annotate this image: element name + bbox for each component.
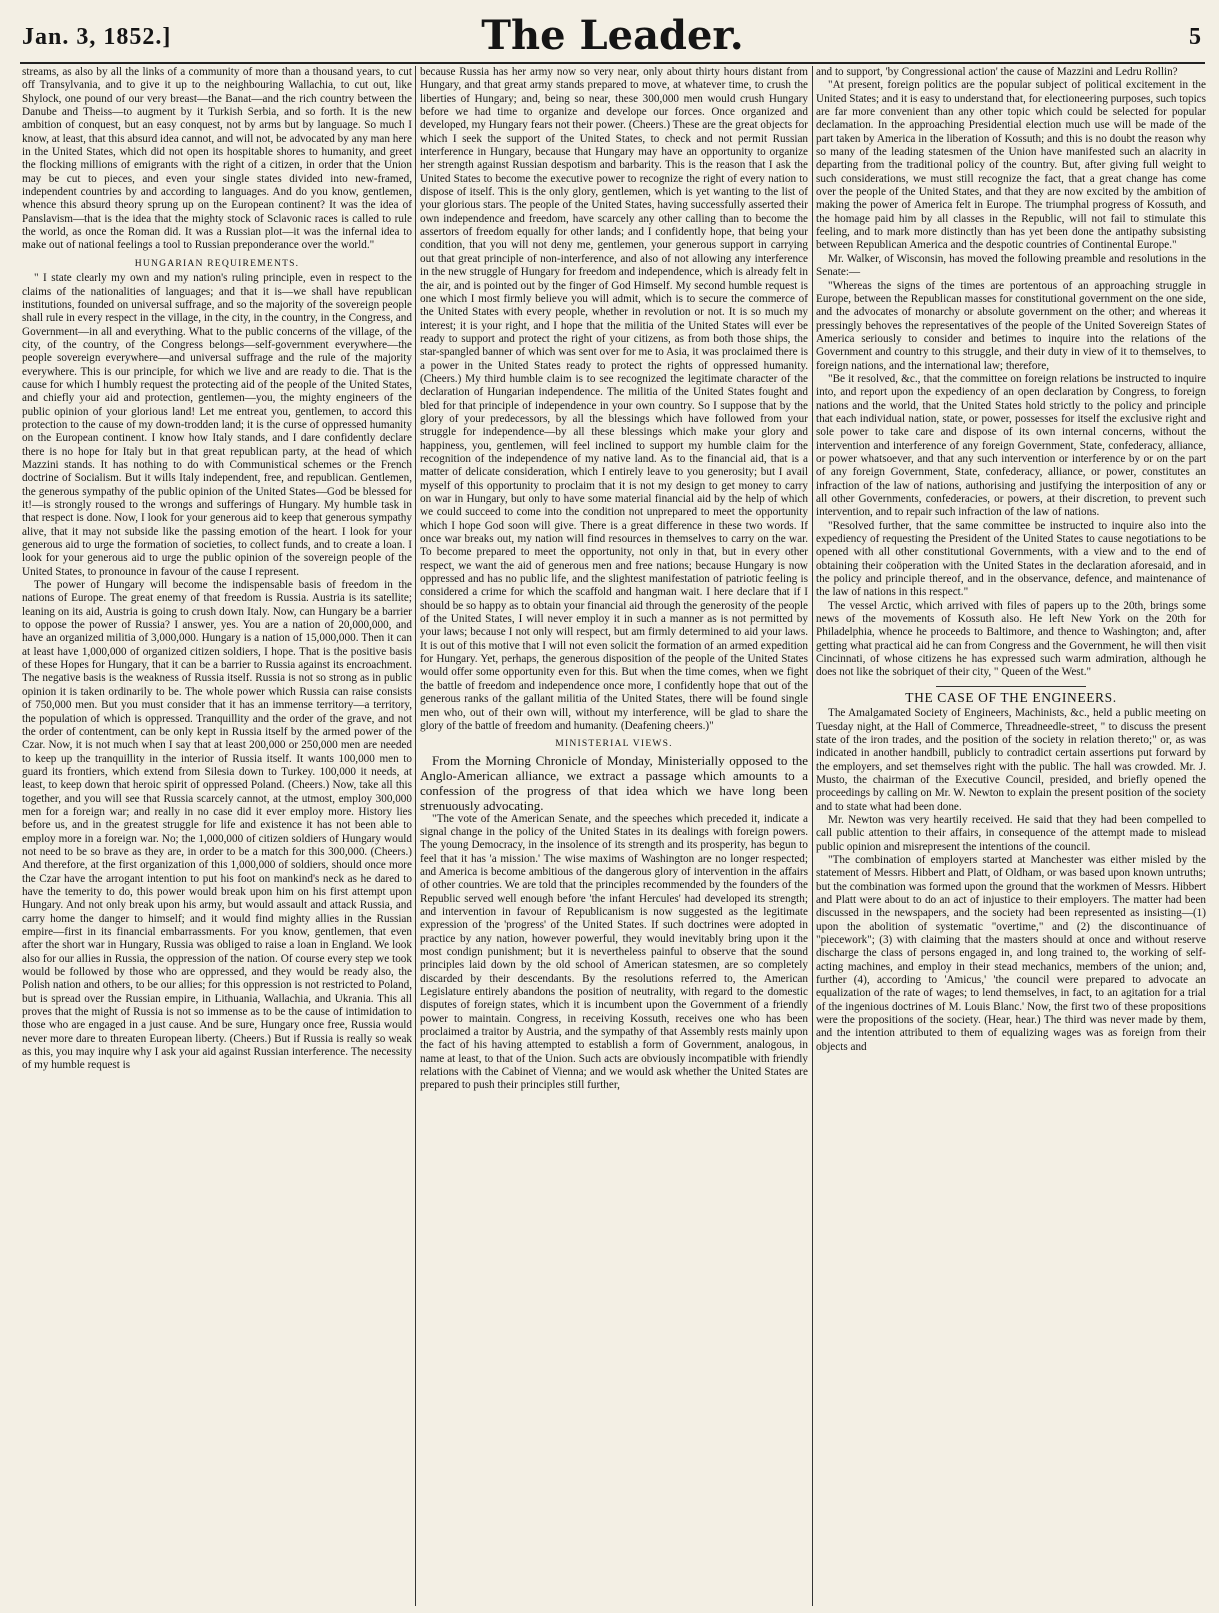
arctic-news-paragraph: The vessel Arctic, which arrived with files of papers up to the 20th, brings some news of the movements of Kossuth also. He left New York on the 20th for Philadelphia, whence he proceeds to Baltimore, and thence to Washington; and, after getting what practical aid he can from Congress and the Government, he will then visit Cincinnati, of whose citizens he has expressed such warm admiration, although he does not like the sobriquet of their city, " Queen of the West." — [816, 599, 1206, 679]
resolved-further: "Resolved further, that the same committee be instructed to inquire also into the expediency of requesting the President of the United States to cause negotiations to be opened with all other constitutional Governments, with a view and to the end of obtaining their coöperation with the United States in the declaration aforesaid, and in the policy and principle thereof, and in the observance, defence, and maintenance of the law of nations in this respect." — [816, 519, 1206, 599]
issue-date: Jan. 3, 1852.] — [22, 24, 172, 50]
masthead — [20, 10, 1205, 64]
american-senate-quote: "The vote of the American Senate, and the speeches which preceded it, indicate a signal change in the policy of the United States in its dealings with foreign powers. The young Democracy, in the insolence of its strength and its prosperity, has begun to feel that it has 'a mission.' The wise maxims of Washington are no longer respected; and America is become ambitious of the dangerous glory of intervention in the affairs of other countries. We are told that the principles recommended by the founders of the Republic served well enough before 'the infant Hercules' had developed its strength; and intervention in favour of Republicanism is now suggested as the legitimate expression of the 'progress' of the United States. If such doctrines were adopted in practice by any nation, however powerful, they would inevitably bring upon it the most condign punishment; but it is nevertheless painful to observe that the sound principles laid down by the old school of American statesmen, are so completely discarded by their descendants. By the resolutions referred to, the American Legislature entirely abandons the position of neutrality, with regard to the domestic disputes of foreign states, which it is incumbent upon the Government of a friendly power to maintain. Congress, in receiving Kossuth, receives one who has been proclaimed a traitor by Austria, and the sympathy of that Assembly rests mainly upon the fact of his having attempted to establish a form of Government, analogous, in name at least, to that of the Union. Such acts are obviously incompatible with friendly relations with the Cabinet of Vienna; and we would ask whether the United States are prepared to push their principles still further, — [420, 812, 808, 1092]
be-it-resolved: "Be it resolved, &c., that the committee on foreign relations be instructed to inquire into, and report upon the expediency of an open declaration by Congress, to foreign nations and the world, that the United States hold strictly to the policy and principle that each individual nation, state, or power, possesses for itself the exclusive right and sole power to take care and dispose of its own internal concerns, without the intervention and interference of any foreign Government, State, confederacy, alliance, or power whatsoever, and that any such intervention or interference by or on the part of any foreign Government, State, confederacy, alliance, or power, constitutes an infraction of the law of nations, authorising and justifying the interposition of any or all other Governments, confederacies, or powers, at their discretion, to prevent such intervention, and to repair such infraction of the law of nations. — [816, 372, 1206, 519]
page-number: 5 — [1189, 24, 1201, 50]
section-divider — [936, 686, 1086, 687]
column-three — [816, 66, 1206, 1606]
column-one — [22, 66, 412, 1606]
newton-received-paragraph: Mr. Newton was very heartily received. He said that they had been compelled to call public attention to their affairs, in consequence of the attempt made to mislead public opinion and misrepresent the intentions of the council. — [816, 813, 1206, 853]
foreign-politics-paragraph: "At present, foreign politics are the popular subject of political excitement in the United States; and it is easy to understand that, for electioneering purposes, such topics are far more convenient than any other topic which could be selected for popular declamation. In the approaching Presidential election much use will be made of the part taken by America in the liberation of Kossuth; and this is no doubt the reason why so many of the leading statesmen of the Union have manifested such an alacrity in departing from the traditional policy of the country. But, after giving full weight to such considerations, we must still recognize the fact, that a great change has come over the people of the United States, and that they are now excited by the ambition of making the power of America felt in Europe. The triumphal progress of Kossuth, and the homage paid him by all classes in the Republic, will not fail to stimulate this feeling, and to mark more distinctly than has yet been done the antipathy subsisting between Republican America and the despotic countries of Continental Europe." — [816, 79, 1206, 252]
column-rule-left — [415, 66, 416, 1606]
section-heading-ministerial-views: MINISTERIAL VIEWS. — [555, 738, 673, 750]
kossuth-requests-paragraph: because Russia has her army now so very near, only about thirty hours distant from Hungary, and that great army stands prepared to move, at whatever time, to crush the liberties of Hungary; and, being so near, these 300,000 men would crush Hungary before we had time to organize and develope our forces. Once organized and developed, my Hungary fears not their power. (Cheers.) These are the great objects for which I seek the support of the United States, to check and not permit Russian interference in Hungary, because that Hungary may have an opportunity to organize her strength against Russian despotism and barbarity. This is the reason that I ask the United States to become the executive power to recognize the right of every nation to dispose of itself. This is the only glory, gentlemen, which is yet wanting to the list of your glorious stars. The people of the United States, having successfully asserted their own independence and freedom, have scarcely any other calling than to become the assertors of freedom equally for other lands; and I confidently hope, that being your condition, that you will not deny me, gentlemen, your generous support in carrying out that great principle of non-interference, and also of not allowing any interference in the new struggle of Hungary for freedom and independence, which is already felt in the air, and is pointed out by the finger of God Himself. My second humble request is one which I most firmly believe you will admit, which is to secure the commerce of the United States with every people, whether in revolution or not. It is so much my interest; it is your right, and I hope that the militia of the United States will ever be ready to support and protect the right of your citizens, as from both those ships, the star-spangled banner of which was sent over for me to Asia, it was proclaimed there is a power in the United States ready to protect the rights of oppressed humanity. (Cheers.) My third humble claim is to see recognized the legitimate character of the declaration of Hungarian independence. The militia of the United States fought and bled for that principle of independence in your own country. So I suppose that by the glory of your predecessors, by all the blessings which have followed from your struggle for independence—by all these blessings which make your glory and happiness, you, gentlemen, will feel inclined to support my humble claim for the recognition of the independence of my native land. As to the financial aid, that is a matter of delicate consideration, which I entirely leave to you generosity; but I avail myself of this opportunity to proclaim that it is not my design to get money to carry on war in Hungary, but only to have some material financial aid by the help of which we could succeed to come into the condition not unprepared to meet the opportunity which I hope God soon will give. There is a great difference in these two words. If once war breaks out, my nation will find resources in themselves to carry on the war. To become prepared to meet the opportunity, not only in that, but in every other respect, we want the aid of generous men and free nations; because Hungary is now oppressed and has no public life, and the slightest manifestation of patriotic feeling is considered a crime for which the scaffold and hangman wait. I here declare that if I should be so happy as to obtain your financial aid through the generosity of the people of the United States, I will never employ it in such a manner as is not permitted by your laws; because I not only will respect, but am firmly determined to aid your laws. It is out of this motive that I will not even solicit the formation of an armed expedition for Hungary. Yet, perhaps, the generous disposition of the people of the United States would offer some opportunity even for this. But when the time comes, when we fight the battle of freedom and independence once more, I confidently hope that out of the generous ranks of the gallant militia of the United States, there will be found single men who, out of their own will, without my interference, will be glad to share the glory of the battle of freedom and humanity. (Deafening cheers.)" — [420, 66, 808, 732]
hungary-power-paragraph: The power of Hungary will become the indispensable basis of freedom in the nations of Europe. The great enemy of that freedom is Russia. Austria is its satellite; leaning on its aid, Austria is going to crush down Italy. Now, can Hungary be a barrier to oppose the power of Russia? I answer, yes. You are a nation of 20,000,000, and have an organized militia of 3,000,000. Hungary is a nation of 15,000,000. Then it can at least have 1,000,000 of organized citizen soldiers, I hope. That is the positive basis of these Hopes for Hungary, that it can be a barrier to Russia against its encroachment. The negative basis is the weakness of Russia itself. Russia is not so strong as in public opinion it is taken ordinarily to be. The whole power which Russia can raise consists of 750,000 men. But you must consider that it has an immense territory—a territory, the population of which is oppressed. Tranquillity and the order of the grave, and not the order of contentment, can be only kept in Russia itself by the armed power of the Czar. Now, it is not much when I say that at least 200,000 or 250,000 men are needed to keep up the tranquillity in the interior of Russia itself. It wants 100,000 men to guard its frontiers, which extend from Silesia down to Turkey. 100,000 it needs, at least, to keep down that heroic spirit of oppressed Poland. (Cheers.) Now, take all this together, and you will see that Russia scarcely cannot, at the utmost, employ 300,000 men for a foreign war; and really in no case did it ever employ more. History lies before us, and in the greatest struggle for life and existence it has not been able to employ more in a foreign war. No; the 1,000,000 of citizen soldiers of Hungary would not need to be so brave as they are, in order to be a match for this 300,000. (Cheers.) And therefore, at the first organization of this 1,000,000 of soldiers, should once more the Czar have the arrogant intention to put his foot on mankind's neck as he dared to have the temerity to do, this power would break upon him on his first attempt upon Hungary. And not only break upon his army, but would assault and attack Russia, and carry home the danger to himself; and it would find mighty allies in the Russian empire—first in its financial embarrassments. For you know, gentlemen, that even after the short war in Hungary, Russia was obliged to raise a loan in England. We look also for our allies in Russia, the oppression of the nation. Of course every step we took would be followed by those who are oppressed, and they would be ready also, the Polish nation and others, to be our allies; for this oppression is not restricted to Poland, but is spread over the Russian empire, in Lithuania, Wallachia, and Ukrania. This all proves that the might of Russia is not so immense as to be the cause of intimidation to those who are engaged in a just cause. And be sure, Hungary once free, Russia would never more dare to threaten European liberty. (Cheers.) But if Russia is really so weak as this, you may inquire why I ask your aid against Russian interference. The necessity of my humble request is — [22, 579, 412, 1072]
whereas-resolution: "Whereas the signs of the times are portentous of an approaching struggle in Europe, between the Republican masses for constitutional government on the one side, and the advocates of monarchy or absolute government on the other; and whereas it pressingly behoves the representatives of the people of the United Sovereign States of America seriously to consider and betimes to inquire into the relations of the Government and country to this struggle, and their duty in view of it to themselves, to foreign nations, and the international law; therefore, — [816, 279, 1206, 372]
engineers-meeting-paragraph: The Amalgamated Society of Engineers, Machinists, &c., held a public meeting on Tuesday night, at the Hall of Commerce, Threadneedle-street, " to discuss the present state of the iron trades, and the position of the society in relation thereto;" or, as was indicated in another handbill, publicly to contradict certain assertions put forward by the employers, and set themselves right with the public. The hall was crowded. Mr. J. Musto, the chairman of the Executive Council, presided, and briefly opened the proceedings by calling on Mr. W. Newton to explain the present position of the society and to state what had been done. — [816, 707, 1206, 813]
walker-motion-paragraph: Mr. Walker, of Wisconsin, has moved the following preamble and resolutions in the Senate:— — [816, 252, 1206, 279]
mazzini-line: and to support, 'by Congressional action' the cause of Mazzini and Ledru Rollin? — [816, 66, 1178, 78]
section-heading-engineers: THE CASE OF THE ENGINEERS. — [905, 689, 1117, 705]
morning-chronicle-intro: From the Morning Chronicle of Monday, Ministerially opposed to the Anglo-American alliance, we extract a passage which amounts to a confession of the progress of that idea which we have long been strenuously advocating. — [420, 752, 808, 813]
column-two — [420, 66, 808, 1606]
combination-paragraph: "The combination of employers started at Manchester was either misled by the statement of Messrs. Hibbert and Platt, of Oldham, or was based upon known untruths; but the combination was formed upon the ground that the workmen of Messrs. Hibbert and Platt were about to do an act of injustice to their employers. The matter had been discussed in the newspapers, and the society had been represented as insisting—(1) upon the abolition of systematic "overtime," and (2) the discontinuance of "piecework"; (3) with claiming that the masters should at once and without reserve discharge the class of persons engaged in, and long trained to, the working of self-acting machines, and employ in their stead mechanics, members of the union; and, further (4), according to 'Amicus,' 'the council were prepared to advocate an equalization of the rate of wages; to lend themselves, in fact, to an agitation for a trial of the ingenious doctrines of M. Louis Blanc.' Now, the first two of these propositions were the propositions of the society. (Hear, hear.) The third was never made by them, and the intention attributed to them of equalizing wages was as foreign from their objects and — [816, 853, 1206, 1053]
column-rule-right — [812, 66, 813, 1606]
kossuth-principles-paragraph: " I state clearly my own and my nation's ruling principle, even in respect to the claims of the nationalities of languages; and that it is—we shall have republican institutions, founded on universal suffrage, and so the majority of the sovereign people shall rule in every respect in the village, in the city, in the country, in the Congress, and Government—in all and everything. What to the public concerns of the village, of the city, of the country, of the Congress belongs—self-government everywhere—the people sovereign everywhere—and universal suffrage and the rule of the majority everywhere. This is our principle, for which we live and are ready to die. That is the cause for which I humbly request the protecting aid of the people of the United States, and chiefly your aid and protection, gentlemen—you, the mighty engineers of the public opinion of your glorious land! Let me entreat you, gentlemen, to accord this protection to the cause of my down-trodden land; it is the curse of oppressed humanity on the European continent. I know how Italy stands, and I dare confidently declare there is no hope for Italy but in that great republican party, at the head of which Mazzini stands. It has nothing to do with Communistical schemes or the French doctrine of Socialism. But it wills Italy independent, free, and republican. Gentlemen, the generous sympathy of the public opinion of the United States—God be blessed for it!—is strongly roused to the wrongs and sufferings of Hungary. My humble task in that respect is done. Now, I look for your generous aid to keep that generous sympathy alive, that it may not subside like the passing emotion of the heart. I look for your generous aid to urge the formation of societies, to collect funds, and to create a loan. I look for your generous aid to urge the public opinion of the sovereign people of the United States, to pronounce in favour of the cause I represent. — [22, 272, 412, 578]
newspaper-title: The Leader. — [481, 12, 744, 59]
kossuth-speech-continuation: streams, as also by all the links of a community of more than a thousand years, to cut off Transylvania, and to give it up to the neighbouring Wallachia, to cut out, like Shylock, one pound of our very breast—the Banat—and the rich country between the Danube and Theiss—to augment by it Turkish Serbia, and so forth. It is the new ambition of conquest, but an easy conquest, not by arms but by language. So much I know, at least, that this absurd idea cannot, and will not, be advocated by any man here in the United States, which did not open its hospitable shores to humanity, and greet the flocking millions of emigrants with the right of a citizen, in order that the Union may be cut to pieces, and even your single states divided into new-framed, independent countries by and according to languages. And do you know, gentlemen, whence this absurd theory sprung up on the European continent? It was the idea of Panslavism—that is the idea that the mighty stock of Sclavonic races is called to rule the world, as once the Roman did. It was a Russian plot—it was the infernal idea to make out of national feelings a tool to Russian preponderance over the world." — [22, 66, 412, 252]
section-heading-hungarian-requirements: HUNGARIAN REQUIREMENTS. — [134, 257, 300, 269]
